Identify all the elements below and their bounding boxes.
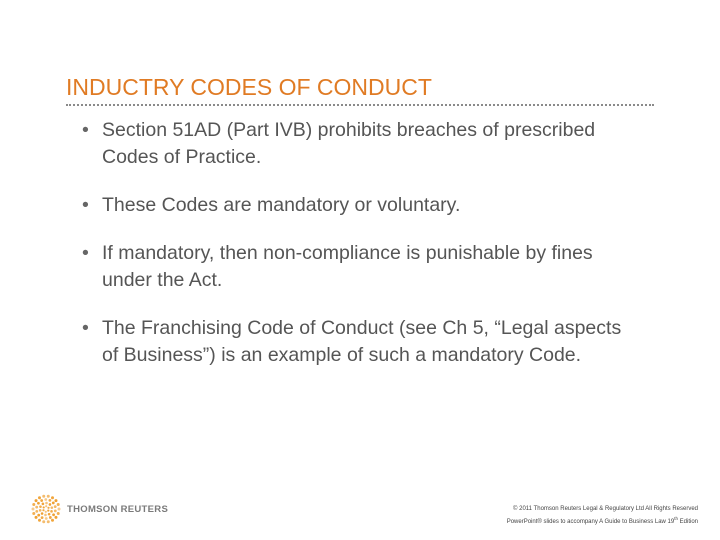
logo-dot (48, 513, 51, 516)
logo-dot (35, 499, 38, 502)
logo-dot (57, 512, 60, 515)
bullet-item (82, 240, 642, 294)
logo-dot (41, 516, 44, 519)
edition-superscript: th (674, 516, 678, 521)
bullet-marker: • (82, 119, 89, 141)
copyright-line-2 (507, 514, 698, 527)
logo-dot (47, 509, 49, 511)
logo-dot (47, 495, 50, 498)
logo-dot (47, 507, 49, 509)
logo-dot (39, 505, 42, 508)
logo-dot (45, 511, 47, 513)
logo-dot (35, 506, 38, 509)
logo-dot (58, 508, 61, 511)
copyright-notice (507, 505, 698, 527)
bullet-item (82, 117, 642, 171)
thomson-reuters-logo (31, 494, 168, 524)
logo-dot (35, 516, 38, 519)
logo-dot (41, 512, 44, 515)
logo-dot (43, 506, 45, 508)
logo-dot (45, 502, 48, 505)
logo-dot (52, 513, 55, 516)
logo-dot (44, 514, 47, 517)
logo-dot (45, 517, 48, 520)
logo-dot (42, 495, 45, 498)
logo-dot (54, 509, 57, 512)
logo-dot (51, 496, 54, 499)
logo-dot (54, 499, 57, 502)
logo-dot (39, 509, 42, 512)
logo-dot (49, 503, 52, 506)
bullet-item (82, 315, 642, 369)
slide-title: INDUCTRY CODES OF CONDUCT (66, 74, 432, 100)
bullet-list (82, 117, 642, 369)
logo-dot (32, 503, 35, 506)
bullet-text: If mandatory, then non-compliance is punishable by fines under the Act. (102, 242, 593, 291)
logo-dot (52, 502, 55, 505)
copyright-line-2-suffix: Edition (677, 519, 698, 525)
logo-dot (50, 510, 53, 513)
logo-dot (32, 512, 35, 515)
logo-dot (54, 516, 57, 519)
logo-text: THOMSON REUTERS (67, 503, 169, 515)
bullet-text: Section 51AD (Part IVB) prohibits breaches of prescribed Codes of Practice. (102, 119, 596, 168)
bullet-marker: • (82, 242, 89, 264)
logo-dot (54, 505, 57, 508)
logo-dot (45, 505, 47, 507)
bullet-marker: • (82, 317, 89, 339)
thomson-reuters-dot-circle-icon (31, 494, 61, 524)
copyright-line-2-text: PowerPoint® slides to accompany A Guide to Business Law 19 (506, 519, 675, 525)
logo-dot (47, 520, 50, 523)
logo-dot (51, 506, 54, 509)
bullet-text: These Codes are mandatory or voluntary. (102, 194, 461, 216)
logo-dot (57, 503, 60, 506)
logo-dot (37, 514, 40, 517)
bullet-marker: • (82, 194, 89, 216)
logo-dot (44, 498, 47, 501)
logo-dot (49, 499, 52, 502)
logo-dot (49, 516, 52, 519)
logo-dot (42, 503, 45, 506)
logo-dot (38, 519, 41, 522)
logo-dot (32, 508, 35, 511)
bullet-text: The Franchising Code of Conduct (see Ch 5, “Legal aspects of Business”) is an example of such a mandatory Code. (102, 317, 622, 366)
title-divider (66, 104, 654, 106)
bullet-item (82, 192, 642, 219)
copyright-line-1: © 2011 Thomson Reuters Legal & Regulatory Ltd All Rights Reserved (513, 506, 698, 512)
logo-dot (51, 519, 54, 522)
logo-dot (40, 499, 43, 502)
logo-dot (37, 502, 40, 505)
logo-dot (38, 496, 41, 499)
logo-dot (35, 510, 38, 513)
logo-dot (42, 509, 44, 511)
logo-dot (42, 520, 45, 523)
